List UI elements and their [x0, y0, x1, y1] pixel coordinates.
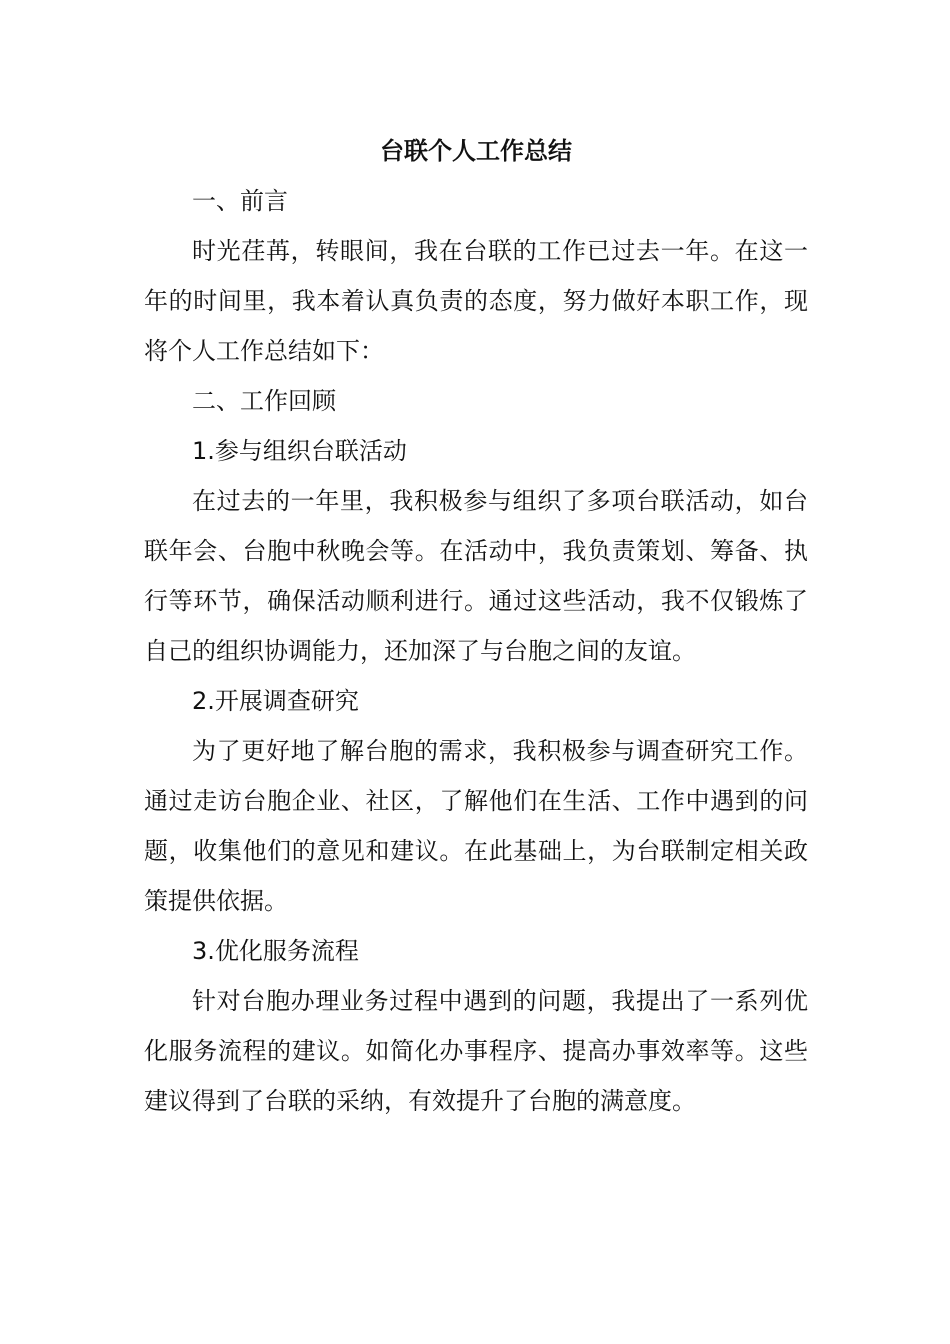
subheading-service: 3.优化服务流程 — [192, 937, 359, 965]
section-heading-review: 二、工作回顾 — [192, 387, 336, 415]
paragraph-research: 为了更好地了解台胞的需求，我积极参与调查研究工作。通过走访台胞企业、社区，了解他们在生活、工作中遇到的问题，收集他们的意见和建议。在此基础上，为台联制定相关政策提供依据。 — [144, 737, 808, 915]
subheading-activities: 1.参与组织台联活动 — [192, 437, 407, 465]
subheading-research: 2.开展调查研究 — [192, 687, 359, 715]
document-title: 台联个人工作总结 — [380, 137, 572, 165]
paragraph-preface: 时光荏苒，转眼间，我在台联的工作已过去一年。在这一年的时间里，我本着认真负责的态度，努力做好本职工作，现将个人工作总结如下： — [144, 237, 808, 365]
paragraph-activities: 在过去的一年里，我积极参与组织了多项台联活动，如台联年会、台胞中秋晚会等。在活动中，我负责策划、筹备、执行等环节，确保活动顺利进行。通过这些活动，我不仅锻炼了自己的组织协调能力，还加深了与台胞之间的友谊。 — [144, 487, 808, 665]
section-heading-preface: 一、前言 — [192, 187, 288, 215]
paragraph-service: 针对台胞办理业务过程中遇到的问题，我提出了一系列优化服务流程的建议。如简化办事程序、提高办事效率等。这些建议得到了台联的采纳，有效提升了台胞的满意度。 — [144, 987, 808, 1115]
document-body — [144, 126, 808, 1126]
